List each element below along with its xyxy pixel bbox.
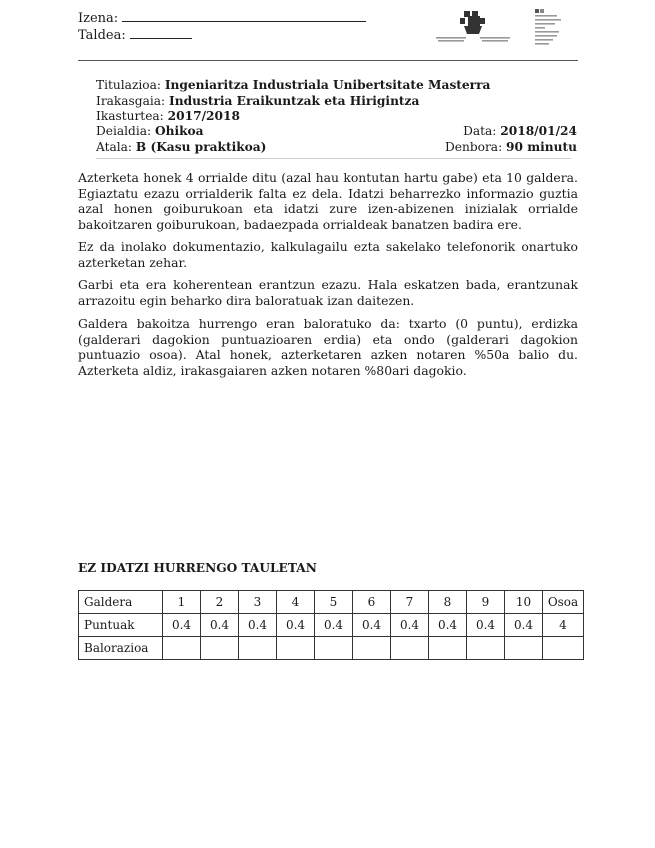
- date-value: 2018/01/24: [500, 124, 577, 138]
- name-label: Izena:: [78, 11, 119, 26]
- grade-row: [79, 637, 584, 660]
- grade-input-cell[interactable]: [429, 637, 467, 660]
- degree-label: Titulazioa:: [96, 78, 161, 92]
- table-cell: 0.4: [239, 614, 277, 637]
- table-cell: 5: [315, 591, 353, 614]
- table-cell: 3: [239, 591, 277, 614]
- time-value: 90 minutu: [506, 140, 577, 154]
- table-cell: 0.4: [429, 614, 467, 637]
- table-cell: Osoa: [543, 591, 584, 614]
- points-row: [79, 614, 584, 637]
- part-line: [96, 140, 266, 156]
- part-label: Atala:: [96, 140, 133, 154]
- name-blank-line: [122, 11, 366, 22]
- instruction-paragraph: Ez da inolako dokumentazio, kalkulagailu ezta sakelako telefonorik onartuko azterketan zehar.: [78, 239, 578, 270]
- instruction-paragraph: Garbi eta era koherentean erantzun ezazu. Hala eskatzen bada, erantzunak arrazoitu egin beharko dira baloratuak izan daitezen.: [78, 277, 578, 308]
- instruction-paragraph: Azterketa honek 4 orrialde ditu (azal hau kontutan hartu gabe) eta 10 galdera. Egiaztatu ezazu orrialderik falta ez dela. Idatzi beharrezko informazio guztia azal honen goiburukoan eta idatzi zure izen-abizenen inizialak orrialde bakoitzaren goiburukoan, badaezpada orrialdeak banatzen badira ere.: [78, 170, 578, 232]
- subject-line: [96, 94, 419, 110]
- table-cell: 0.4: [391, 614, 429, 637]
- part-value: B (Kasu praktikoa): [135, 140, 267, 154]
- university-logo: [434, 8, 514, 46]
- date-line: [463, 124, 577, 140]
- grade-input-cell[interactable]: [277, 637, 315, 660]
- grade-input-cell[interactable]: [239, 637, 277, 660]
- group-field: [78, 28, 192, 44]
- instruction-paragraph: Galdera bakoitza hurrengo eran baloratuko da: txarto (0 puntu), erdizka (galderari dagokion puntuazioaren erdia) eta ondo (galderari dagokion puntuazio osoa). Atal honek, azterketaren azken notaren %50a balio du. Azterketa aldiz, irakasgaiaren azken notaren %80ari dagokio.: [78, 316, 578, 378]
- table-cell: 10: [505, 591, 543, 614]
- grade-input-cell[interactable]: [467, 637, 505, 660]
- row-header: Balorazioa: [79, 637, 163, 660]
- date-label: Data:: [463, 124, 497, 138]
- call-label: Deialdia:: [96, 124, 152, 138]
- table-cell: 0.4: [277, 614, 315, 637]
- table-cell: 9: [467, 591, 505, 614]
- call-line: [96, 124, 204, 140]
- grade-input-cell[interactable]: [543, 637, 584, 660]
- group-blank-line: [130, 28, 192, 39]
- grade-input-cell[interactable]: [505, 637, 543, 660]
- year-value: 2017/2018: [167, 109, 240, 123]
- table-cell: 0.4: [467, 614, 505, 637]
- name-field: [78, 11, 366, 27]
- table-cell: 8: [429, 591, 467, 614]
- score-table: [78, 590, 584, 660]
- table-cell: 0.4: [505, 614, 543, 637]
- grade-input-cell[interactable]: [353, 637, 391, 660]
- question-row: [79, 591, 584, 614]
- grade-input-cell[interactable]: [201, 637, 239, 660]
- table-cell: 4: [543, 614, 584, 637]
- table-cell: 1: [163, 591, 201, 614]
- grade-input-cell[interactable]: [163, 637, 201, 660]
- row-header: Puntuak: [79, 614, 163, 637]
- table-cell: 4: [277, 591, 315, 614]
- info-divider: [96, 158, 571, 159]
- degree-value: Ingeniaritza Industriala Unibertsitate Masterra: [164, 78, 491, 92]
- time-line: [445, 140, 577, 156]
- year-line: [96, 109, 240, 125]
- table-cell: 7: [391, 591, 429, 614]
- year-label: Ikasturtea:: [96, 109, 164, 123]
- header-divider: [78, 60, 578, 61]
- table-cell: 0.4: [315, 614, 353, 637]
- table-cell: 6: [353, 591, 391, 614]
- call-value: Ohikoa: [155, 124, 204, 138]
- row-header: Galdera: [79, 591, 163, 614]
- table-cell: 0.4: [163, 614, 201, 637]
- university-emblem-icon: [434, 8, 514, 46]
- faculty-emblem-icon: [534, 8, 574, 46]
- table-cell: 0.4: [353, 614, 391, 637]
- time-label: Denbora:: [445, 140, 503, 154]
- subject-label: Irakasgaia:: [96, 94, 166, 108]
- table-cell: 2: [201, 591, 239, 614]
- subject-value: Industria Eraikuntzak eta Hirigintza: [169, 94, 420, 108]
- grade-input-cell[interactable]: [391, 637, 429, 660]
- grade-input-cell[interactable]: [315, 637, 353, 660]
- degree-line: [96, 78, 490, 94]
- table-title: EZ IDATZI HURRENGO TAULETAN: [78, 561, 317, 575]
- table-cell: 0.4: [201, 614, 239, 637]
- faculty-logo: [534, 8, 574, 46]
- group-label: Taldea:: [78, 28, 126, 43]
